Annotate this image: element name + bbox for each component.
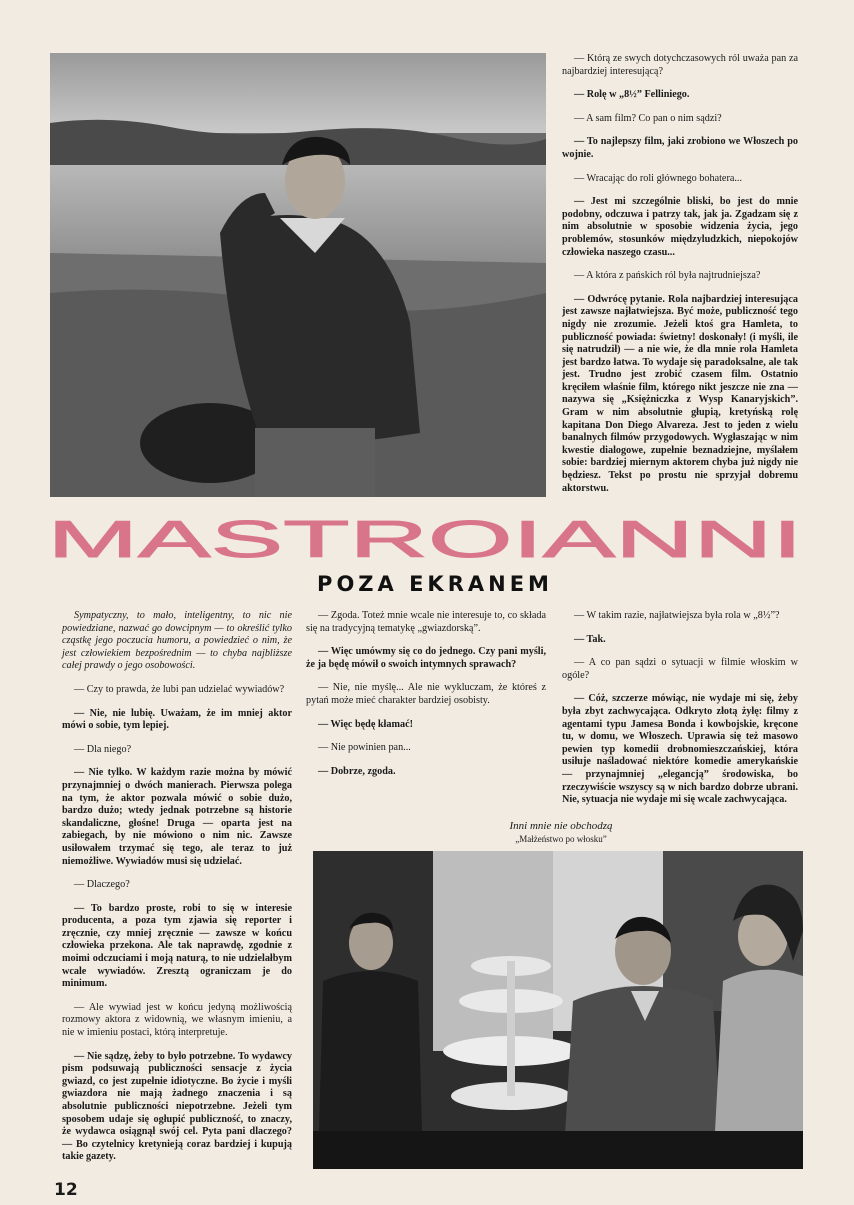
- film-still-photo: [313, 851, 803, 1169]
- answer-paragraph: — Nie, nie lubię. Uważam, że im mniej aktor mówi o sobie, tym lepiej.: [62, 707, 292, 732]
- answer-paragraph: — Nie tylko. W każdym razie można by mówić przynajmniej o dwóch manierach. Pierwsza polega na tym, że aktor pozwala mówić o sobie dużo, bardzo dużo; wtedy jednak potrzebne są historie skandaliczne, głośne! Druga — oparta jest na zabiegach, by nie mówiono o nim nic. Zawsze usiłowałem trzymać się tego, ale teraz to już niemożliwe. Wywiadów musi się udzielać.: [62, 767, 292, 867]
- question-paragraph: — Dlaczego?: [74, 879, 130, 891]
- answer-paragraph: — Rolę w „8½” Felliniego.: [574, 89, 690, 101]
- column-left: [62, 610, 292, 1175]
- answer-paragraph: — Tak.: [574, 633, 606, 645]
- question-paragraph: — W takim razie, najłatwiejsza była rola w „8½”?: [574, 610, 780, 621]
- answer-paragraph: — Nie sądzę, żeby to było potrzebne. To wydawcy pism podsuwają publiczności sensacje z życia gwiazd, co jest zupełnie idiotyczne. Bo życie i myśli gwiazdora nie mają żadnego znaczenia i są absolutnie publiczności niepotrzebne. Jeżeli tym sposobem udaje się ogłupić publiczność, to znaczy, że wydawca osiągnął swój cel. Pyta pani dlaczego? — Bo czytelnicy kretynieją coraz bardziej i kupują takie gazety.: [62, 1050, 292, 1163]
- answer-paragraph: — To najlepszy film, jaki zrobiono we Włoszech po wojnie.: [562, 136, 798, 160]
- photo-caption-film: „Małżeństwo po włosku”: [515, 834, 607, 844]
- answer-paragraph: — Cóż, szczerze mówiąc, nie wydaje mi się, żeby była zbyt zachwycająca. Odkryto złotą żyłę: filmy z agentami typu Jamesa Bonda i kowbojskie, kręcone tu, w domu, we Włoszech. Uprawia się też masowo pewien typ komedii drobnomieszczańskiej, która usiłuje naśladować niektóre komedie amerykańskie — przynajmniej „elegancją” środowiska, bo rzeczywiście wszyscy są w nich bardzo dobrze ubrani. Nie, sytuacja nie wydaje mi się wcale zachwycająca.: [562, 693, 798, 806]
- column-middle: [306, 610, 546, 789]
- question-paragraph: — Nie powinien pan...: [318, 742, 411, 754]
- article-subtitle: POZA EKRANEM: [317, 572, 553, 596]
- photo-caption: Inni mnie nie obchodzą: [509, 820, 613, 832]
- question-paragraph: — A co pan sądzi o sytuacji w filmie włoskim w ogóle?: [562, 657, 798, 681]
- question-paragraph: — Nie, nie myślę... Ale nie wykluczam, że któreś z pytań może mieć charakter bardziej osobisty.: [306, 682, 546, 706]
- intro-paragraph: Sympatyczny, to mało, inteligentny, to nic nie powiedziane, nazwać go dowcipnym — to określić tylko cząstkę jego poczucia humoru, a powiedzieć o nim, że jest człowiekiem bezpośrednim — to chyba najbliższe całej prawdy o jego osobowości.: [62, 610, 292, 672]
- article-title: [45, 515, 805, 563]
- answer-paragraph: — Więc umówmy się co do jednego. Czy pani myśli, że ja będę mówił o swoich intymnych sprawach?: [306, 646, 546, 670]
- article-title-text: MASTROIANNI: [47, 515, 803, 563]
- portrait-photo: [50, 53, 546, 497]
- question-paragraph: — Którą ze swych dotychczasowych ról uważa pan za najbardziej interesującą?: [562, 53, 798, 77]
- column-right-top: [562, 53, 798, 506]
- question-paragraph: — Ale wywiad jest w końcu jedyną możliwością rozmowy aktora z widownią, we własnym imieniu, a nie w imieniu postaci, którą interpretuje.: [62, 1001, 292, 1039]
- answer-paragraph: — To bardzo proste, robi to się w interesie producenta, a poza tym zjawia się reporter i zręcznie, czy mniej zręcznie — zawsze w końcu człowieka przekona. Ale tak naprawdę, zgodnie z moimi odczuciami i moją naturą, to nie udzielałbym wcale wywiadów. Zresztą ograniczam je do minimum.: [62, 902, 292, 990]
- column-right-bottom: [562, 610, 798, 818]
- answer-paragraph: — Odwrócę pytanie. Rola najbardziej interesująca jest zawsze najłatwiejsza. Być może, publiczność tego nigdy nie zrozumie. Jeżeli ktoś gra Hamleta, to publiczność powiada: świetny! doskonały! (i myśli, ile się natrudził) — a nie wie, że dla mnie rola Hamleta jest bardzo łatwa. To wydaje się paradoksalne, ale tak jest. Trudno jest zrobić czasem film. Ostatnio kręciłem właśnie film, którego nikt jeszcze nie zna — nazywa się „Księżniczka z Wysp Kanaryjskich”. Gram w nim absolutnie głupią, kretyńską rolę kapitana Don Diego Alvareza. Jest to jeden z wielu banalnych filmów przygodowych. Wygłaszając w nim kwestie dialogowe, zupełnie beznadziejne, myślałem sobie: bardziej miernym aktorem chyba już nigdy nie będziesz. Tekst po prostu nie sprzyjał dobremu aktorstwu.: [562, 293, 798, 494]
- question-paragraph: — A sam film? Co pan o nim sądzi?: [574, 112, 722, 124]
- answer-paragraph: — Dobrze, zgoda.: [318, 765, 396, 777]
- question-paragraph: — Wracając do roli głównego bohatera...: [574, 172, 742, 184]
- film-still-photo-icon: [313, 851, 803, 1169]
- question-paragraph: — Dla niego?: [74, 743, 132, 755]
- answer-paragraph: — Więc będę kłamać!: [318, 718, 413, 730]
- question-paragraph: — Czy to prawda, że lubi pan udzielać wywiadów?: [74, 683, 285, 695]
- portrait-photo-icon: [50, 53, 546, 497]
- question-paragraph: — Zgoda. Toteż mnie wcale nie interesuje to, co składa się na tradycyjną tematykę „gwiazdorską”.: [306, 610, 546, 634]
- answer-paragraph: — Jest mi szczególnie bliski, bo jest do mnie podobny, odczuwa i patrzy tak, jak ja. Zgadzam się z nim absolutnie w sposobie widzenia życia, jego problemów, stosunków międzyludzkich, niepokojów człowieka naszego czasu...: [562, 196, 798, 258]
- page-number: 12: [54, 1180, 78, 1200]
- question-paragraph: — A która z pańskich ról była najtrudniejsza?: [574, 270, 761, 282]
